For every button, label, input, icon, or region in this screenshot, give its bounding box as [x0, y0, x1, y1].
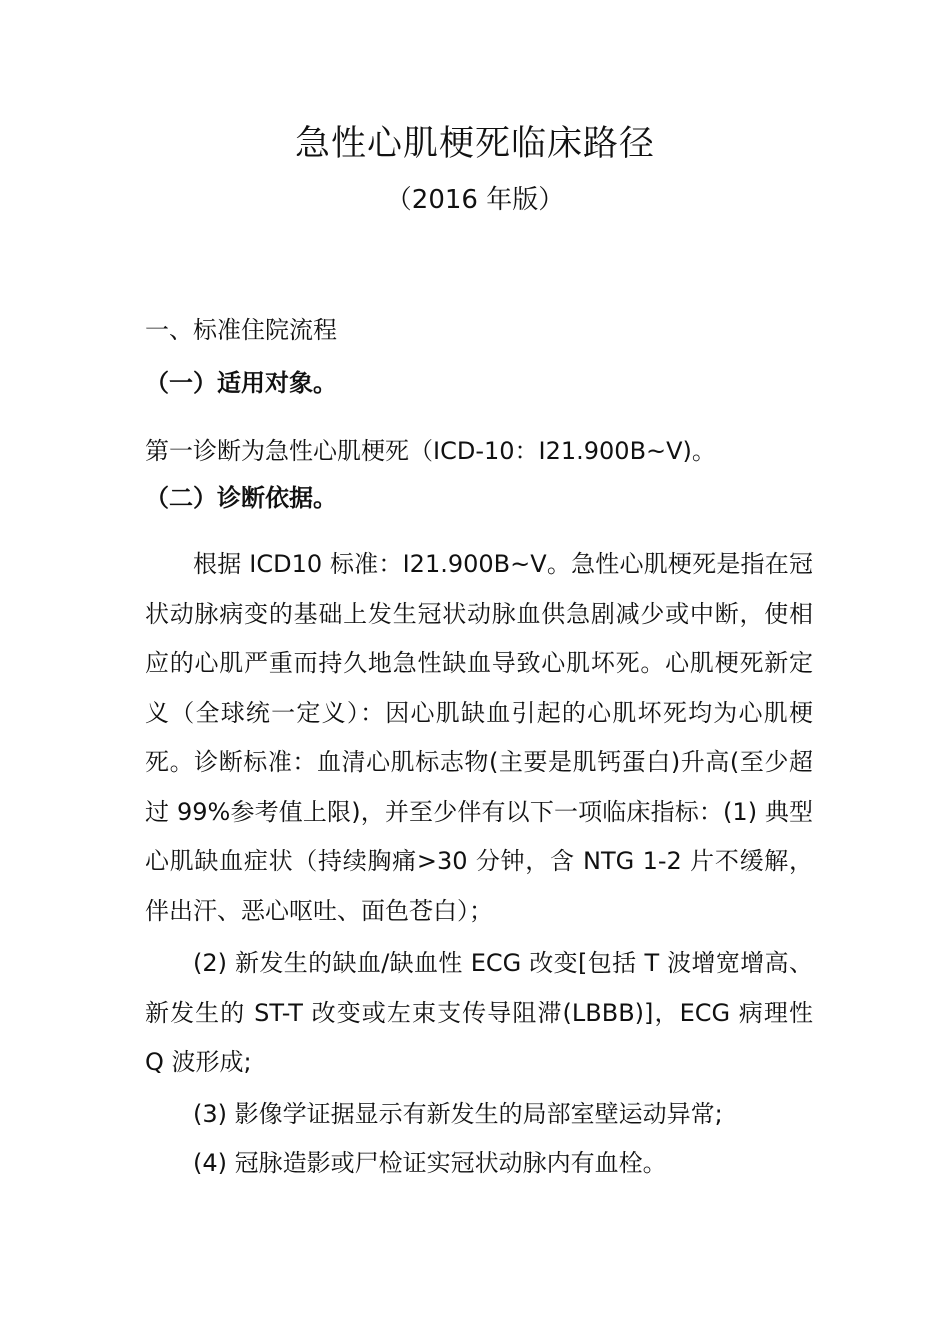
section-heading: 一、标准住院流程 [145, 316, 337, 344]
criteria-4-text: (4) 冠脉造影或尸检证实冠状动脉内有血栓。 [193, 1149, 667, 1177]
subsection-heading-applicable-subjects: （一）适用对象。 [145, 369, 337, 397]
document-subtitle: （2016 年版） [385, 185, 565, 215]
diagnostic-basis-paragraph [145, 540, 813, 936]
criteria-3-text: (3) 影像学证据显示有新发生的局部室壁运动异常; [193, 1100, 723, 1128]
first-diagnosis-text: 第一诊断为急性心肌梗死（ICD-10：I21.900B~V)。 [145, 437, 716, 465]
criteria-2-text: (2) 新发生的缺血/缺血性 ECG 改变[包括 T 波增宽增高、新发生的 ST-T 改变或左束支传导阻滞(LBBB)]，ECG 病理性 Q 波形成; [145, 949, 813, 1076]
diagnostic-basis-text: 根据 ICD10 标准：I21.900B~V。急性心肌梗死是指在冠状动脉病变的基础上发生冠状动脉血供急剧减少或中断，使相应的心肌严重而持久地急性缺血导致心肌坏死。心肌梗死新定义（全球统一定义）：因心肌缺血引起的心肌坏死均为心肌梗死。诊断标准：血清心肌标志物(主要是肌钙蛋白)升高(至少超过 99%参考值上限)，并至少伴有以下一项临床指标：(1) 典型心肌缺血症状（持续胸痛>30 分钟，含 NTG 1-2 片不缓解，伴出汗、恶心呕吐、面色苍白）； [145, 550, 813, 925]
criteria-2-paragraph [145, 939, 813, 1088]
document-title: 急性心肌梗死临床路径 [294, 124, 655, 164]
subsection-heading-diagnostic-basis: （二）诊断依据。 [145, 484, 337, 512]
